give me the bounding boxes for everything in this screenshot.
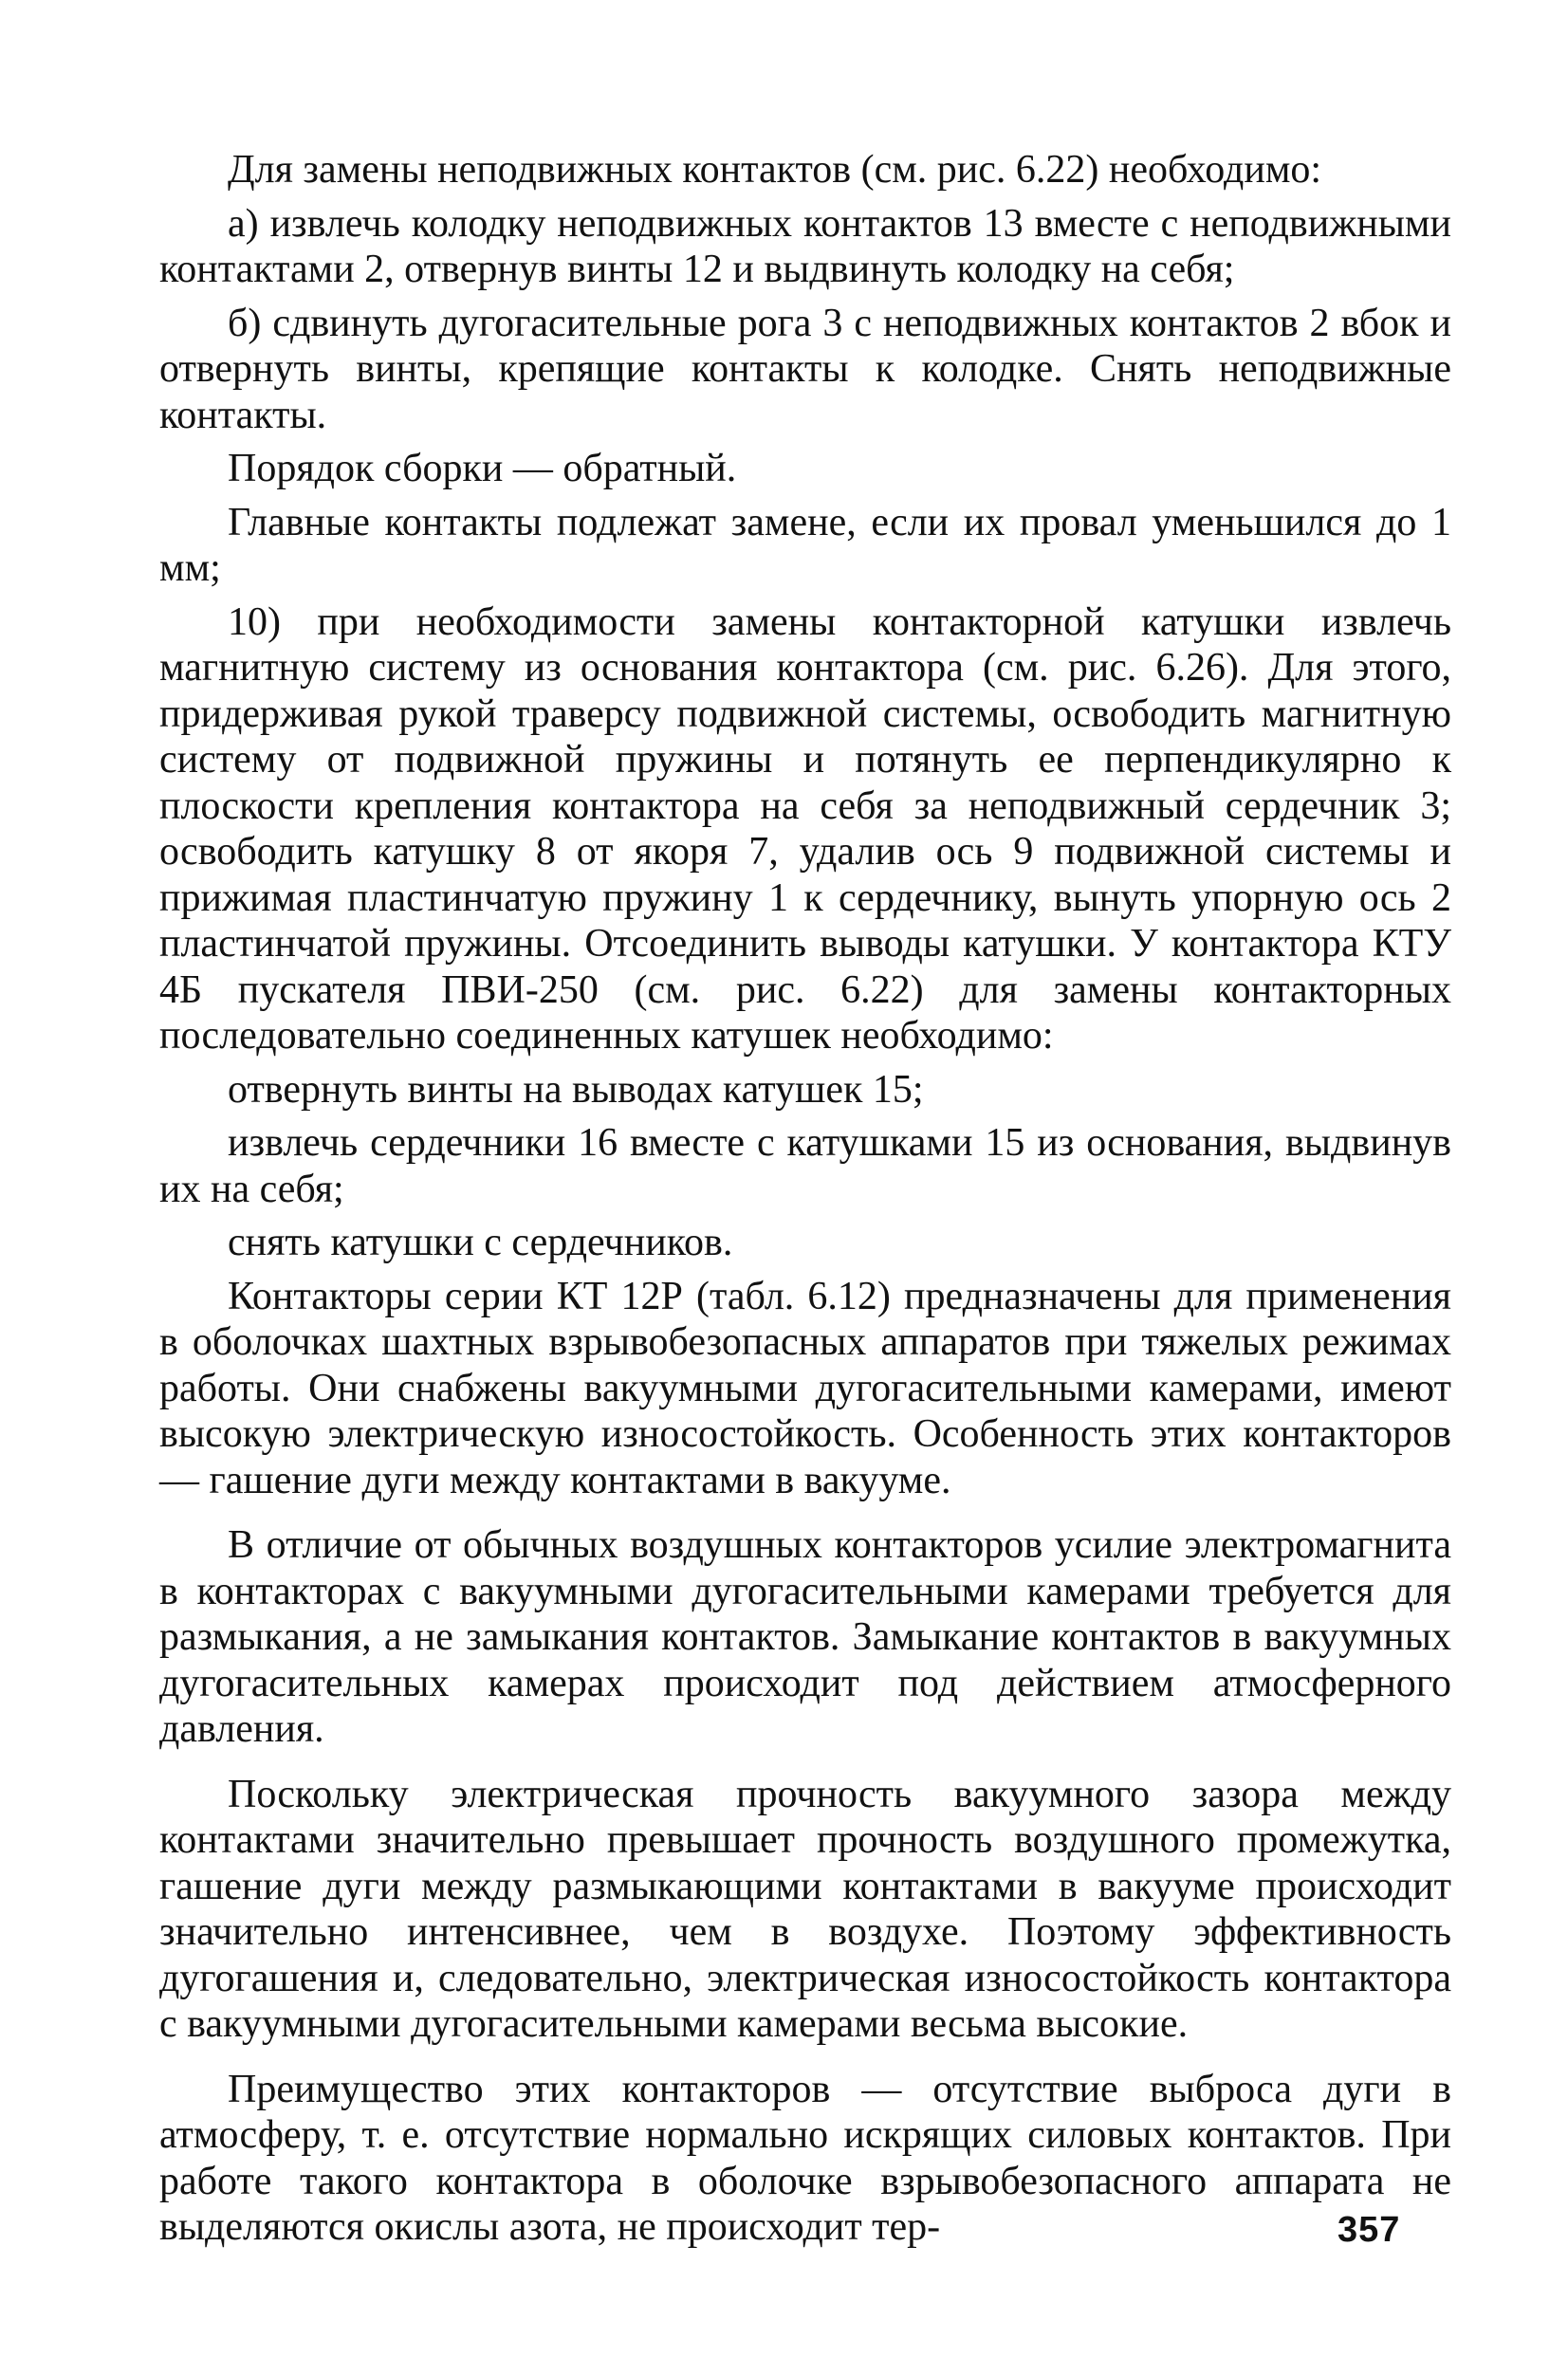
paragraph-step-a: а) извлечь колодку неподвижных контактов 13 вместе с неподвижными контактами 2, отвернув винты 12 и выдвинуть колодку на себя; xyxy=(159,201,1451,291)
paragraph-vacuum-strength: Поскольку электрическая прочность вакуумного зазора между контактами значительно превышает прочность воздушного промежутка, гашение дуги между размыкающими контактами в вакууме происходит значительно интенсивнее, чем в воздухе. Поэтому эффективность дугогашения и, следовательно, электрическая износостойкость контактора с вакуумными дугогасительными камерами весьма высокие. xyxy=(159,1772,1451,2046)
paragraph-kt12r-contactors: Контакторы серии КТ 12Р (табл. 6.12) предназначены для применения в оболочках шахтных взрывобезопасных аппаратов при тяжелых режимах работы. Они снабжены вакуумными дугогасительными камерами, имеют высокую электрическую износостойкость. Особенность этих контакторов — гашение дуги между контактами в вакууме. xyxy=(159,1274,1451,1502)
paragraph-extract-cores: извлечь сердечники 16 вместе с катушками 15 из основания, выдвинув их на себя; xyxy=(159,1121,1451,1211)
paragraph-advantage: Преимущество этих контакторов — отсутствие выброса дуги в атмосферу, т. е. отсутствие нормально искрящих силовых контактов. При работе такого контактора в оболочке взрывобезопасного аппарата не выделяются окислы азота, не происходит тер- xyxy=(159,2067,1451,2249)
paragraph-step-b: б) сдвинуть дугогасительные рога 3 с неподвижных контактов 2 вбок и отвернуть винты, крепящие контакты к колодке. Снять неподвижные контакты. xyxy=(159,301,1451,437)
paragraph-unlike-air-contactors: В отличие от обычных воздушных контакторов усилие электромагнита в контакторах с вакуумными дугогасительными камерами требуется для размыкания, а не замыкания контактов. Замыкание контактов в вакуумных дугогасительных камерах происходит под действием атмосферного давления. xyxy=(159,1523,1451,1751)
page-body xyxy=(159,147,1451,2258)
paragraph-assembly-order: Порядок сборки — обратный. xyxy=(228,447,737,490)
paragraph-step-10: 10) при необходимости замены контакторной катушки извлечь магнитную систему из основания контактора (см. рис. 6.26). Для этого, придерживая рукой траверсу подвижной системы, освободить магнитную систему от подвижной пружины и потянуть ее перпендикулярно к плоскости крепления контактора на себя за неподвижный сердечник 3; освободить катушку 8 от якоря 7, удалив ось 9 подвижной системы и прижимая пластинчатую пружину 1 к сердечнику, вынуть упорную ось 2 пластинчатой пружины. Отсоединить выводы катушки. У контактора КТУ 4Б пускателя ПВИ-250 (см. рис. 6.22) для замены контакторных последовательно соединенных катушек необходимо: xyxy=(159,599,1451,1058)
paragraph-intro: Для замены неподвижных контактов (см. рис. 6.22) необходимо: xyxy=(228,148,1322,192)
page-number: 357 xyxy=(1337,2210,1401,2250)
paragraph-unscrew-screws: отвернуть винты на выводах катушек 15; xyxy=(228,1067,924,1112)
paragraph-main-contacts: Главные контакты подлежат замене, если их провал уменьшился до 1 мм; xyxy=(159,500,1451,590)
paragraph-remove-coils: снять катушки с сердечников. xyxy=(228,1221,733,1264)
